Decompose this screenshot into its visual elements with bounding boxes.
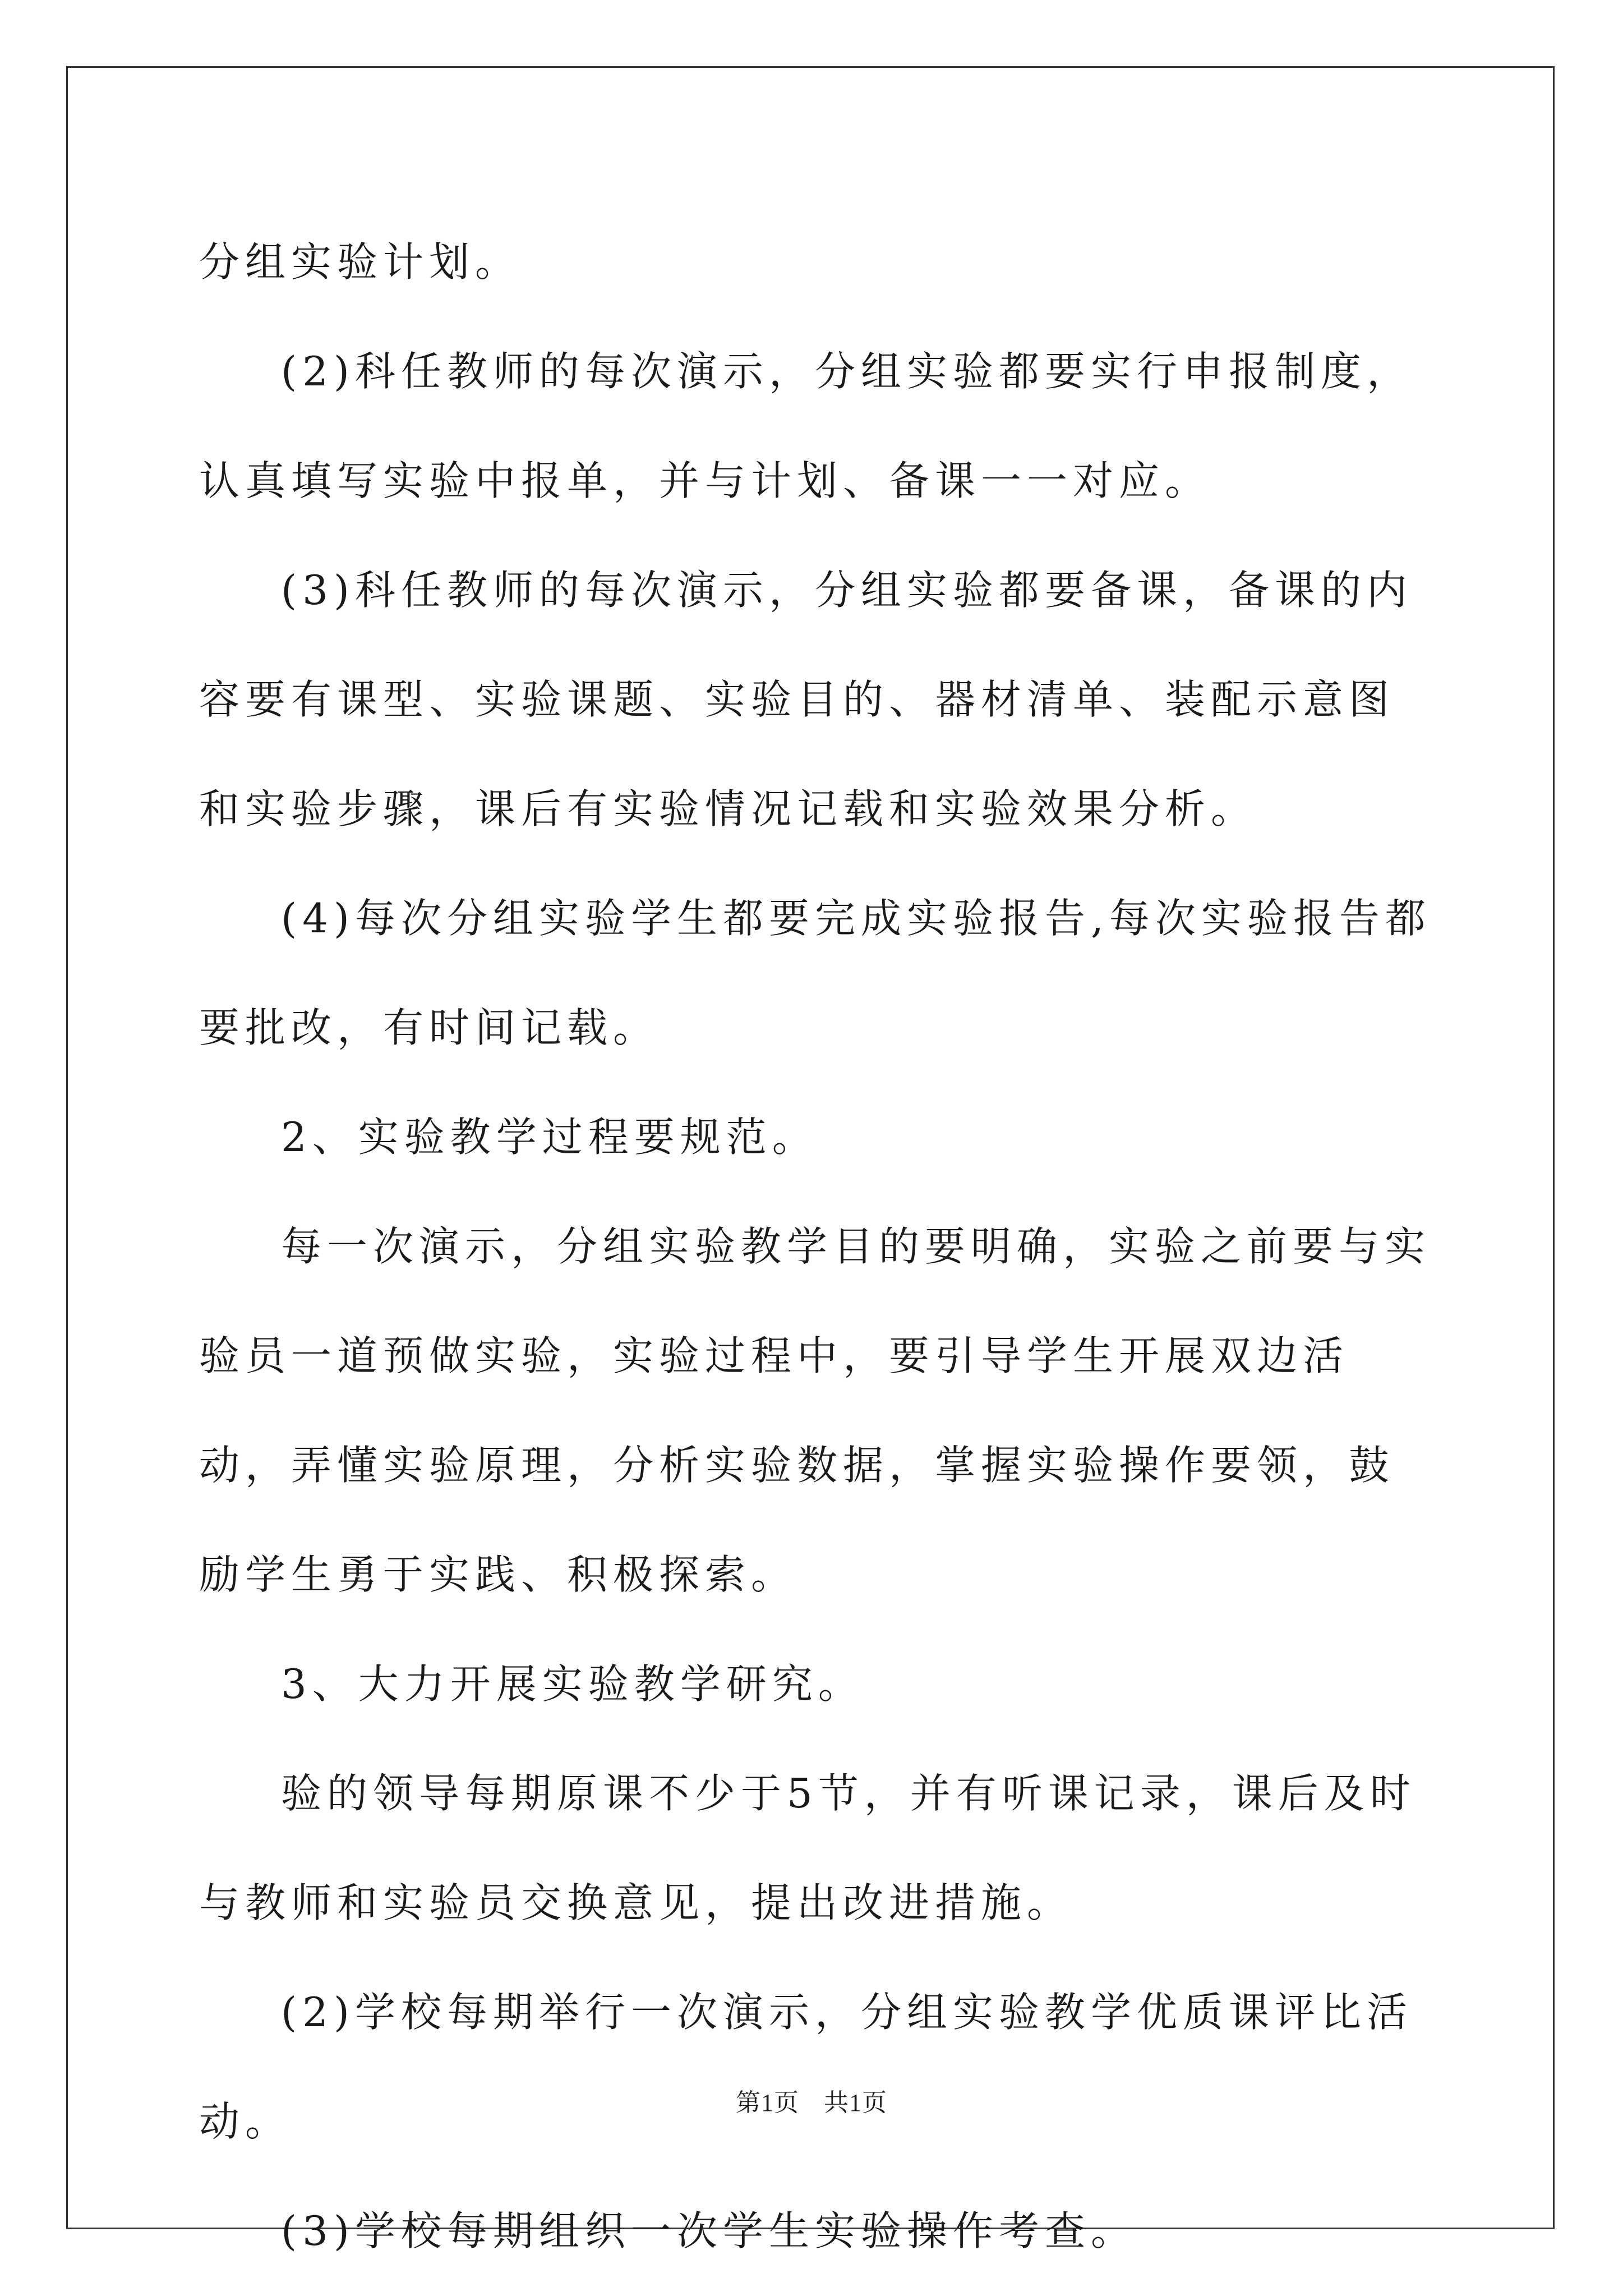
paragraph: (3)科任教师的每次演示，分组实验都要备课，备课的内容要有课型、实验课题、实验目的、器材清单、装配示意图和实验步骤，课后有实验情况记载和实验效果分析。 bbox=[199, 567, 1413, 832]
paragraph: 验的领导每期原课不少于5节，并有听课记录，课后及时与教师和实验员交换意见，提出改进措施。 bbox=[199, 1770, 1416, 1926]
page-number: 第1页 bbox=[736, 2089, 799, 2116]
paragraph: (3)学校每期组织一次学生实验操作考查。 bbox=[281, 2207, 1137, 2254]
paragraph: 2、实验教学过程要规范。 bbox=[281, 1114, 818, 1161]
page-footer bbox=[0, 2082, 1623, 2118]
paragraph: 3、大力开展实验教学研究。 bbox=[281, 1660, 864, 1708]
paragraph: (2)科任教师的每次演示，分组实验都要实行申报制度，认真填写实验中报单，并与计划、备课一一对应。 bbox=[199, 348, 1413, 504]
paragraph: 每一次演示，分组实验教学目的要明确，实验之前要与实验员一道预做实验，实验过程中，要引导学生开展双边活动，弄懂实验原理，分析实验数据，掌握实验操作要领，鼓励学生勇于实践、积极探索。 bbox=[199, 1223, 1431, 1598]
page-total: 共1页 bbox=[824, 2089, 887, 2116]
paragraph: (2)学校每期举行一次演示，分组实验教学优质课评比活动。 bbox=[199, 1989, 1413, 2145]
paragraph: 分组实验计划。 bbox=[199, 238, 522, 286]
paragraph: (4)每次分组实验学生都要完成实验报告,每次实验报告都要批改，有时间记载。 bbox=[199, 895, 1431, 1051]
document-body bbox=[199, 208, 1433, 2286]
